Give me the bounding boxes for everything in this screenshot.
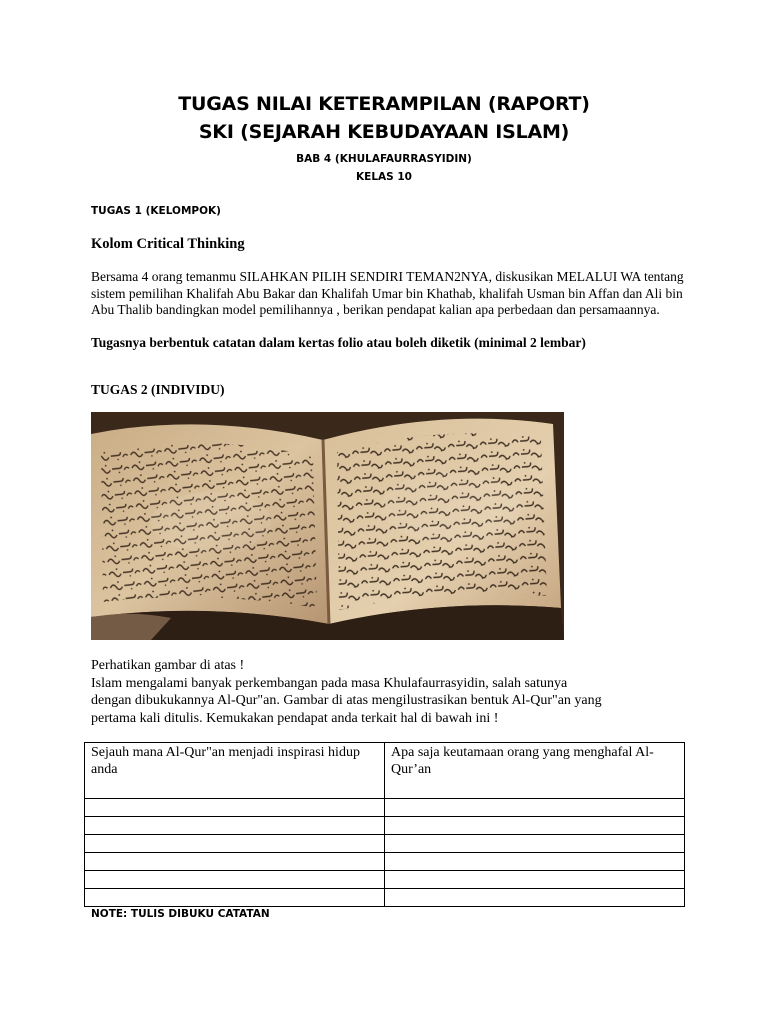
answer-cell: [385, 817, 685, 835]
chapter-label: BAB 4 (KHULAFAURRASYIDIN): [296, 153, 472, 165]
answer-cell: [385, 871, 685, 889]
table-row: [85, 853, 685, 871]
question-inspiration: Sejauh mana Al-Qur"an menjadi inspirasi hidup anda: [85, 743, 385, 799]
table-header-row: [85, 743, 685, 799]
instruction-line: Perhatikan gambar di atas !: [91, 658, 245, 673]
answer-cell: [85, 853, 385, 871]
answer-cell: [85, 835, 385, 853]
question-memorizer-virtues: Apa saja keutamaan orang yang menghafal Al-Qur’an: [385, 743, 685, 799]
answer-cell: [385, 835, 685, 853]
table-row: [85, 835, 685, 853]
instruction-line: pertama kali ditulis. Kemukakan pendapat anda terkait hal di bawah ini !: [91, 710, 499, 726]
page-subtitle: SKI (SEJARAH KEBUDAYAAN ISLAM): [198, 121, 570, 143]
answer-cell: [85, 871, 385, 889]
answer-cell: [85, 799, 385, 817]
table-row: [85, 871, 685, 889]
answer-cell: [85, 817, 385, 835]
footer-note: NOTE: TULIS DIBUKU CATATAN: [91, 908, 270, 920]
ancient-quran-manuscript-image: [91, 412, 564, 640]
table-row: [85, 799, 685, 817]
task2-instructions: [91, 657, 691, 727]
answer-cell: [385, 853, 685, 871]
critical-thinking-title: Kolom Critical Thinking: [91, 236, 245, 252]
instruction-line: dengan dibukukannya Al-Qur"an. Gambar di atas mengilustrasikan bentuk Al-Qur"an yang: [91, 693, 602, 708]
task2-heading: TUGAS 2 (INDIVIDU): [91, 382, 225, 397]
answer-cell: [85, 889, 385, 907]
table-row: [85, 817, 685, 835]
manuscript-illustration: [91, 412, 564, 640]
task1-format-note: Tugasnya berbentuk catatan dalam kertas folio atau boleh diketik (minimal 2 lembar): [91, 335, 586, 350]
instruction-line: Islam mengalami banyak perkembangan pada masa Khulafaurrasyidin, salah satunya: [91, 675, 568, 691]
page-title: TUGAS NILAI KETERAMPILAN (RAPORT): [178, 93, 590, 115]
answer-cell: [385, 889, 685, 907]
task1-instructions: Bersama 4 orang temanmu SILAHKAN PILIH SENDIRI TEMAN2NYA, diskusikan MELALUI WA tentang sistem pemilihan Khalifah Abu Bakar dan Khalifah Umar bin Khathab, khalifah Usman bin Affan dan Ali bin Abu Thalib bandingkan model pemilihannya , berikan pendapat kalian apa perbedaan dan persamaannya.: [91, 269, 684, 317]
grade-label: KELAS 10: [356, 171, 412, 183]
table-row: [85, 889, 685, 907]
answer-cell: [385, 799, 685, 817]
task1-heading: TUGAS 1 (KELOMPOK): [91, 205, 221, 217]
answer-table: [84, 742, 685, 907]
